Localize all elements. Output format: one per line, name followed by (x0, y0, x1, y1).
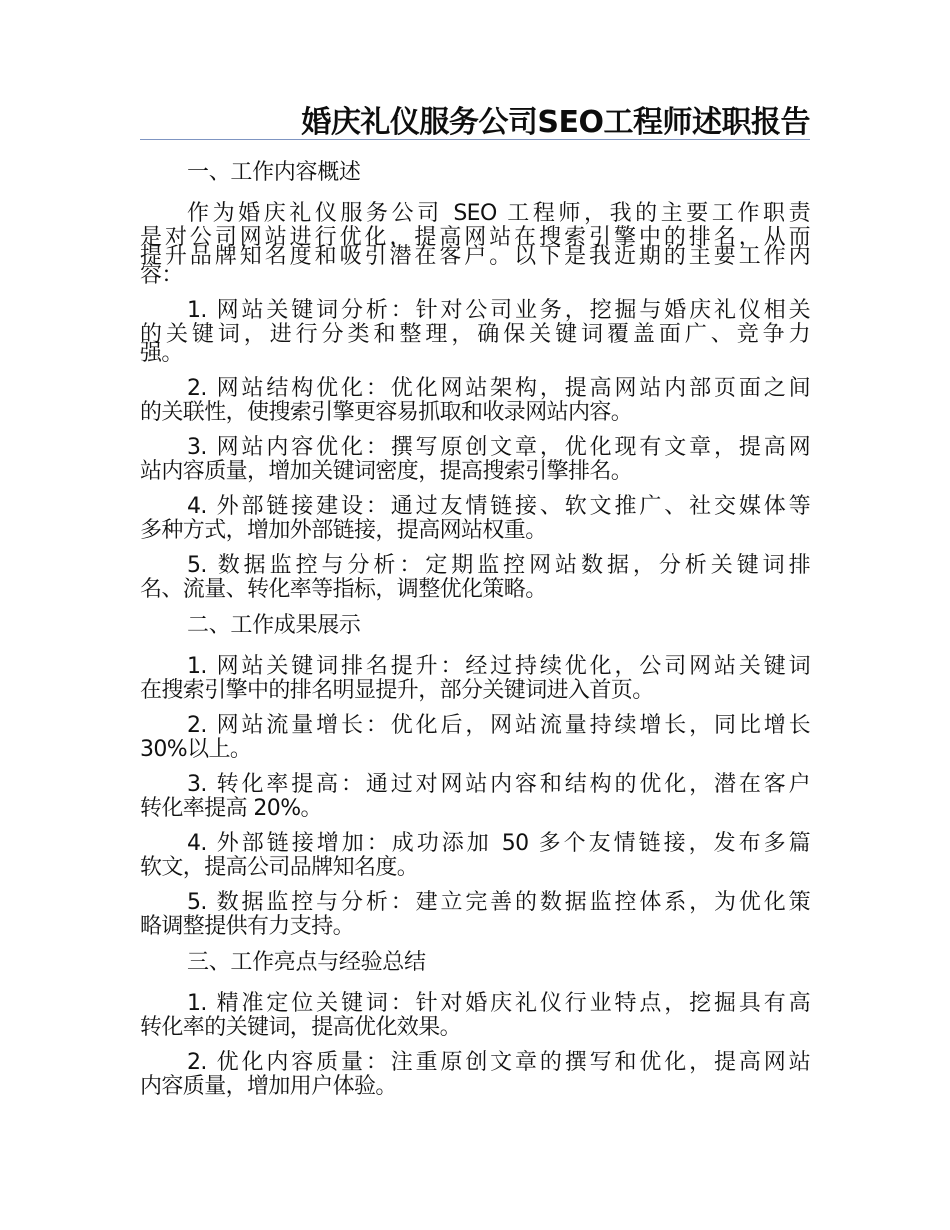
paragraph-line: 容： (140, 263, 183, 288)
paragraph-line: 强。 (140, 341, 183, 366)
paragraph-line: 4. 外部链接建设：通过友情链接、软文推广、社交媒体等 (187, 494, 810, 519)
paragraph (140, 712, 810, 762)
paragraph (140, 990, 810, 1040)
paragraph-line: 3. 网站内容优化：撰写原创文章，优化现有文章，提高网 (187, 435, 810, 460)
paragraph (140, 830, 810, 880)
paragraph (140, 889, 810, 939)
paragraph (140, 653, 810, 703)
section-heading: 一、工作内容概述 (187, 160, 361, 185)
paragraph-line: 1. 网站关键词分析：针对公司业务，挖掘与婚庆礼仪相关 (187, 298, 810, 323)
paragraph-line: 内容质量，增加用户体验。 (140, 1074, 397, 1099)
paragraph-line: 软文，提高公司品牌知名度。 (140, 855, 419, 880)
paragraph-line: 2. 优化内容质量：注重原创文章的撰写和优化，提高网站 (187, 1050, 810, 1075)
paragraph-line: 1. 精准定位关键词：针对婚庆礼仪行业特点，挖掘具有高 (187, 991, 810, 1016)
section-heading: 二、工作成果展示 (187, 613, 361, 638)
paragraph-line: 3. 转化率提高：通过对网站内容和结构的优化，潜在客户 (187, 772, 810, 797)
paragraph (140, 200, 810, 288)
paragraph-line: 提升品牌知名度和吸引潜在客户。以下是我近期的主要工作内 (140, 244, 810, 269)
paragraph (140, 493, 810, 543)
paragraph-line: 2. 网站结构优化：优化网站架构，提高网站内部页面之间 (187, 376, 810, 401)
paragraph-line: 是对公司网站进行优化，提高网站在搜索引擎中的排名，从而 (140, 225, 810, 250)
paragraph-line: 转化率提高 20%。 (140, 796, 322, 821)
title-underline (140, 139, 810, 140)
paragraph-line: 1. 网站关键词排名提升：经过持续优化，公司网站关键词 (187, 654, 810, 679)
paragraph-line: 5. 数据监控与分析：定期监控网站数据，分析关键词排 (187, 553, 810, 578)
paragraph (140, 552, 810, 602)
paragraph-line: 名、流量、转化率等指标，调整优化策略。 (140, 577, 547, 602)
paragraph-line: 5. 数据监控与分析：建立完善的数据监控体系，为优化策 (187, 890, 810, 915)
paragraph-line: 略调整提供有力支持。 (140, 914, 355, 939)
paragraph-line: 转化率的关键词，提高优化效果。 (140, 1015, 462, 1040)
paragraph-line: 30%以上。 (140, 737, 252, 762)
section-heading: 三、工作亮点与经验总结 (187, 950, 426, 975)
paragraph (140, 771, 810, 821)
paragraph-line: 作为婚庆礼仪服务公司 SEO 工程师，我的主要工作职责 (187, 201, 810, 226)
paragraph-line: 在搜索引擎中的排名明显提升，部分关键词进入首页。 (140, 678, 654, 703)
document-body (140, 158, 810, 1108)
paragraph-line: 站内容质量，增加关键词密度，提高搜索引擎排名。 (140, 459, 633, 484)
paragraph (140, 297, 810, 366)
paragraph-line: 4. 外部链接增加：成功添加 50 多个友情链接，发布多篇 (187, 831, 810, 856)
paragraph (140, 434, 810, 484)
paragraph-line: 多种方式，增加外部链接，提高网站权重。 (140, 518, 547, 543)
document-title: 婚庆礼仪服务公司SEO工程师述职报告 (301, 105, 810, 140)
paragraph-line: 2. 网站流量增长：优化后，网站流量持续增长，同比增长 (187, 713, 810, 738)
paragraph-line: 的关联性，使搜索引擎更容易抓取和收录网站内容。 (140, 400, 633, 425)
paragraph-line: 的关键词，进行分类和整理，确保关键词覆盖面广、竞争力 (140, 322, 810, 347)
paragraph (140, 1049, 810, 1099)
paragraph (140, 375, 810, 425)
